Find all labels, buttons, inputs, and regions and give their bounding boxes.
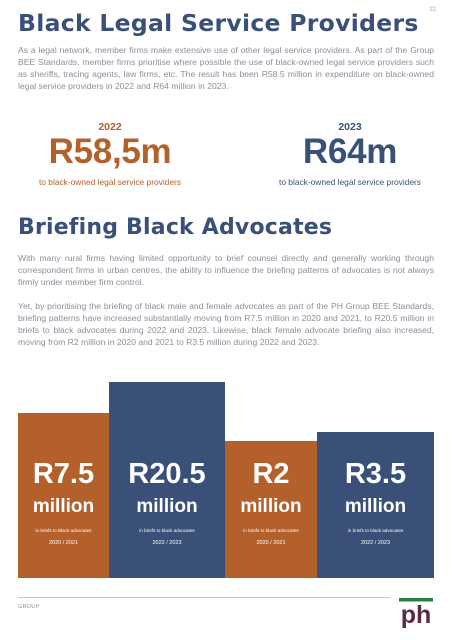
briefing-bars [18, 382, 434, 578]
stat-2023 [256, 121, 444, 187]
stat-value: R64m [302, 132, 398, 171]
bar-period: 2020 / 2021 [256, 540, 286, 546]
stat-year: 2022 [98, 121, 122, 133]
stat-caption: to black-owned legal service providers [279, 177, 421, 187]
page-number: 22 [429, 7, 436, 13]
intro-paragraph: As a legal network, member firms make extensive use of other legal service providers. As part of the Group BEE Standards, member firms prioritise where possible the use of black-owned legal service providers such as sheriffs, tracing agents, law firms, etc. The result has been R58.5 million in expenditure on black-owned legal service providers in 2022 and R64 million in 2023. [18, 45, 434, 91]
stat-2022 [10, 121, 210, 187]
bar-2020-2021-advocates [18, 413, 109, 578]
briefing-paragraph-1: With many rural firms having limited opportunity to brief counsel directly and generally working through correspondent firms in urban centres, the ability to influence the briefing patterns of advocates is not always firmly under member firm control. [18, 253, 434, 287]
bar-unit: million [240, 496, 302, 517]
bar-value: R7.5 [32, 458, 95, 490]
page-title: Black Legal Service Providers [18, 9, 419, 37]
logo-text: ph [400, 601, 432, 629]
stat-caption: to black-owned legal service providers [39, 177, 181, 187]
footer-divider [18, 597, 390, 598]
bar-2022-2023-advocates [109, 382, 225, 578]
bar-description: in briefs to black advocates [347, 528, 404, 533]
footer-label: GROUP [18, 604, 40, 610]
stat-year: 2023 [338, 121, 362, 133]
bar-2020-2021-female [225, 441, 317, 578]
bar-value: R2 [252, 458, 290, 490]
ph-logo [397, 597, 435, 631]
bar-value: R20.5 [128, 458, 206, 490]
bar-description: in briefs to Black advocates [35, 528, 92, 533]
bar-unit: million [344, 496, 407, 517]
section-title: Briefing Black Advocates [18, 215, 333, 240]
briefing-paragraph-2: Yet, by prioritising the briefing of black male and female advocates as part of the PH Group BEE Standards, briefing patterns have increased substantially moving from R7.5 million in 2020 and 2021, to R20.5 million in briefs to black advocates during 2022 and 2023. Likewise, black female advocate briefing also increased, moving from R2 million in 2020 and 2021 to R3.5 million during 2022 and 2023. [18, 301, 434, 347]
bar-2022-2023-female [317, 432, 434, 578]
bar-unit: million [32, 496, 95, 517]
bar-unit: million [136, 496, 198, 517]
bar-period: 2022 / 2023 [152, 540, 182, 546]
bar-description: in briefs to black advocates [139, 528, 195, 533]
bar-description: in briefs to black advocates [243, 528, 299, 533]
bar-value: R3.5 [344, 458, 407, 490]
bar-period: 2020 / 2021 [48, 540, 79, 546]
bar-period: 2022 / 2023 [360, 540, 391, 546]
stat-value: R58,5m [48, 132, 172, 171]
